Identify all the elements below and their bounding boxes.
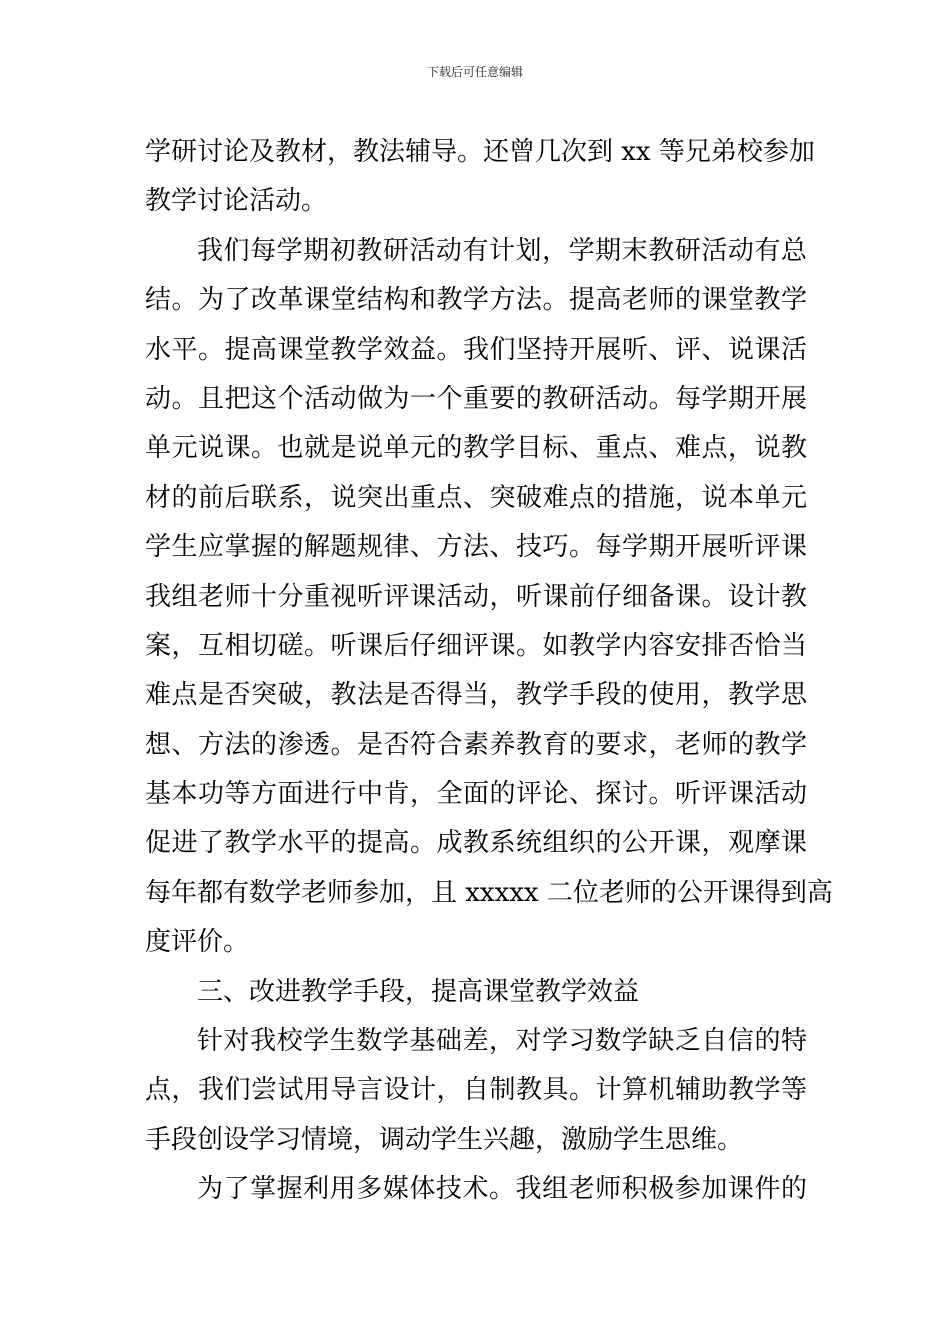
text-line: 针对我校学生数学基础差，对学习数学缺乏自信的特	[197, 1026, 807, 1057]
text-line: 为了掌握利用多媒体技术。我组老师积极参加课件的	[197, 1174, 807, 1205]
text-line: 学研讨论及教材，教法辅导。还曾几次到 xx 等兄弟校参加	[145, 137, 815, 167]
text-line: 基本功等方面进行中肯，全面的评论、探讨。听评课活动	[145, 779, 807, 810]
paragraph-1	[145, 128, 815, 227]
text-line: 我组老师十分重视听评课活动，听课前仔细备课。设计教	[145, 581, 807, 612]
text-line: 水平。提高课堂教学效益。我们坚持开展听、评、说课活	[145, 334, 807, 365]
text-line: 度评价。	[145, 927, 250, 958]
text-line: 每年都有数学老师参加，且 xxxxx 二位老师的公开课得到高	[145, 877, 833, 908]
paragraph-2	[145, 227, 833, 968]
text-line: 促进了教学水平的提高。成教系统组织的公开课，观摩课	[145, 828, 807, 859]
text-line: 结。为了改革课堂结构和教学方法。提高老师的课堂教学	[145, 285, 807, 316]
text-line: 学生应掌握的解题规律、方法、技巧。每学期开展听评课	[145, 532, 807, 563]
document-body	[145, 128, 833, 1215]
text-line: 手段创设学习情境，调动学生兴趣，激励学生思维。	[145, 1124, 744, 1155]
text-line: 动。且把这个活动做为一个重要的教研活动。每学期开展	[145, 383, 807, 414]
page-header-note: 下载后可任意编辑	[426, 65, 523, 79]
text-line: 单元说课。也就是说单元的教学目标、重点、难点，说教	[145, 433, 807, 464]
section-heading-text: 三、改进教学手段，提高课堂教学效益	[197, 976, 640, 1007]
paragraph-3	[145, 1017, 807, 1165]
section-heading	[145, 968, 807, 1017]
text-line: 难点是否突破，教法是否得当，教学手段的使用，教学思	[145, 680, 807, 711]
text-line: 点，我们尝试用导言设计，自制教具。计算机辅助教学等	[145, 1075, 807, 1106]
text-line: 教学讨论活动。	[145, 186, 328, 217]
text-line: 材的前后联系，说突出重点、突破难点的措施，说本单元	[145, 482, 807, 513]
text-line: 我们每学期初教研活动有计划，学期末教研活动有总	[197, 235, 807, 266]
paragraph-4	[145, 1165, 807, 1214]
text-line: 想、方法的渗透。是否符合素养教育的要求，老师的教学	[145, 729, 807, 760]
text-line: 案，互相切磋。听课后仔细评课。如教学内容安排否恰当	[145, 630, 807, 661]
